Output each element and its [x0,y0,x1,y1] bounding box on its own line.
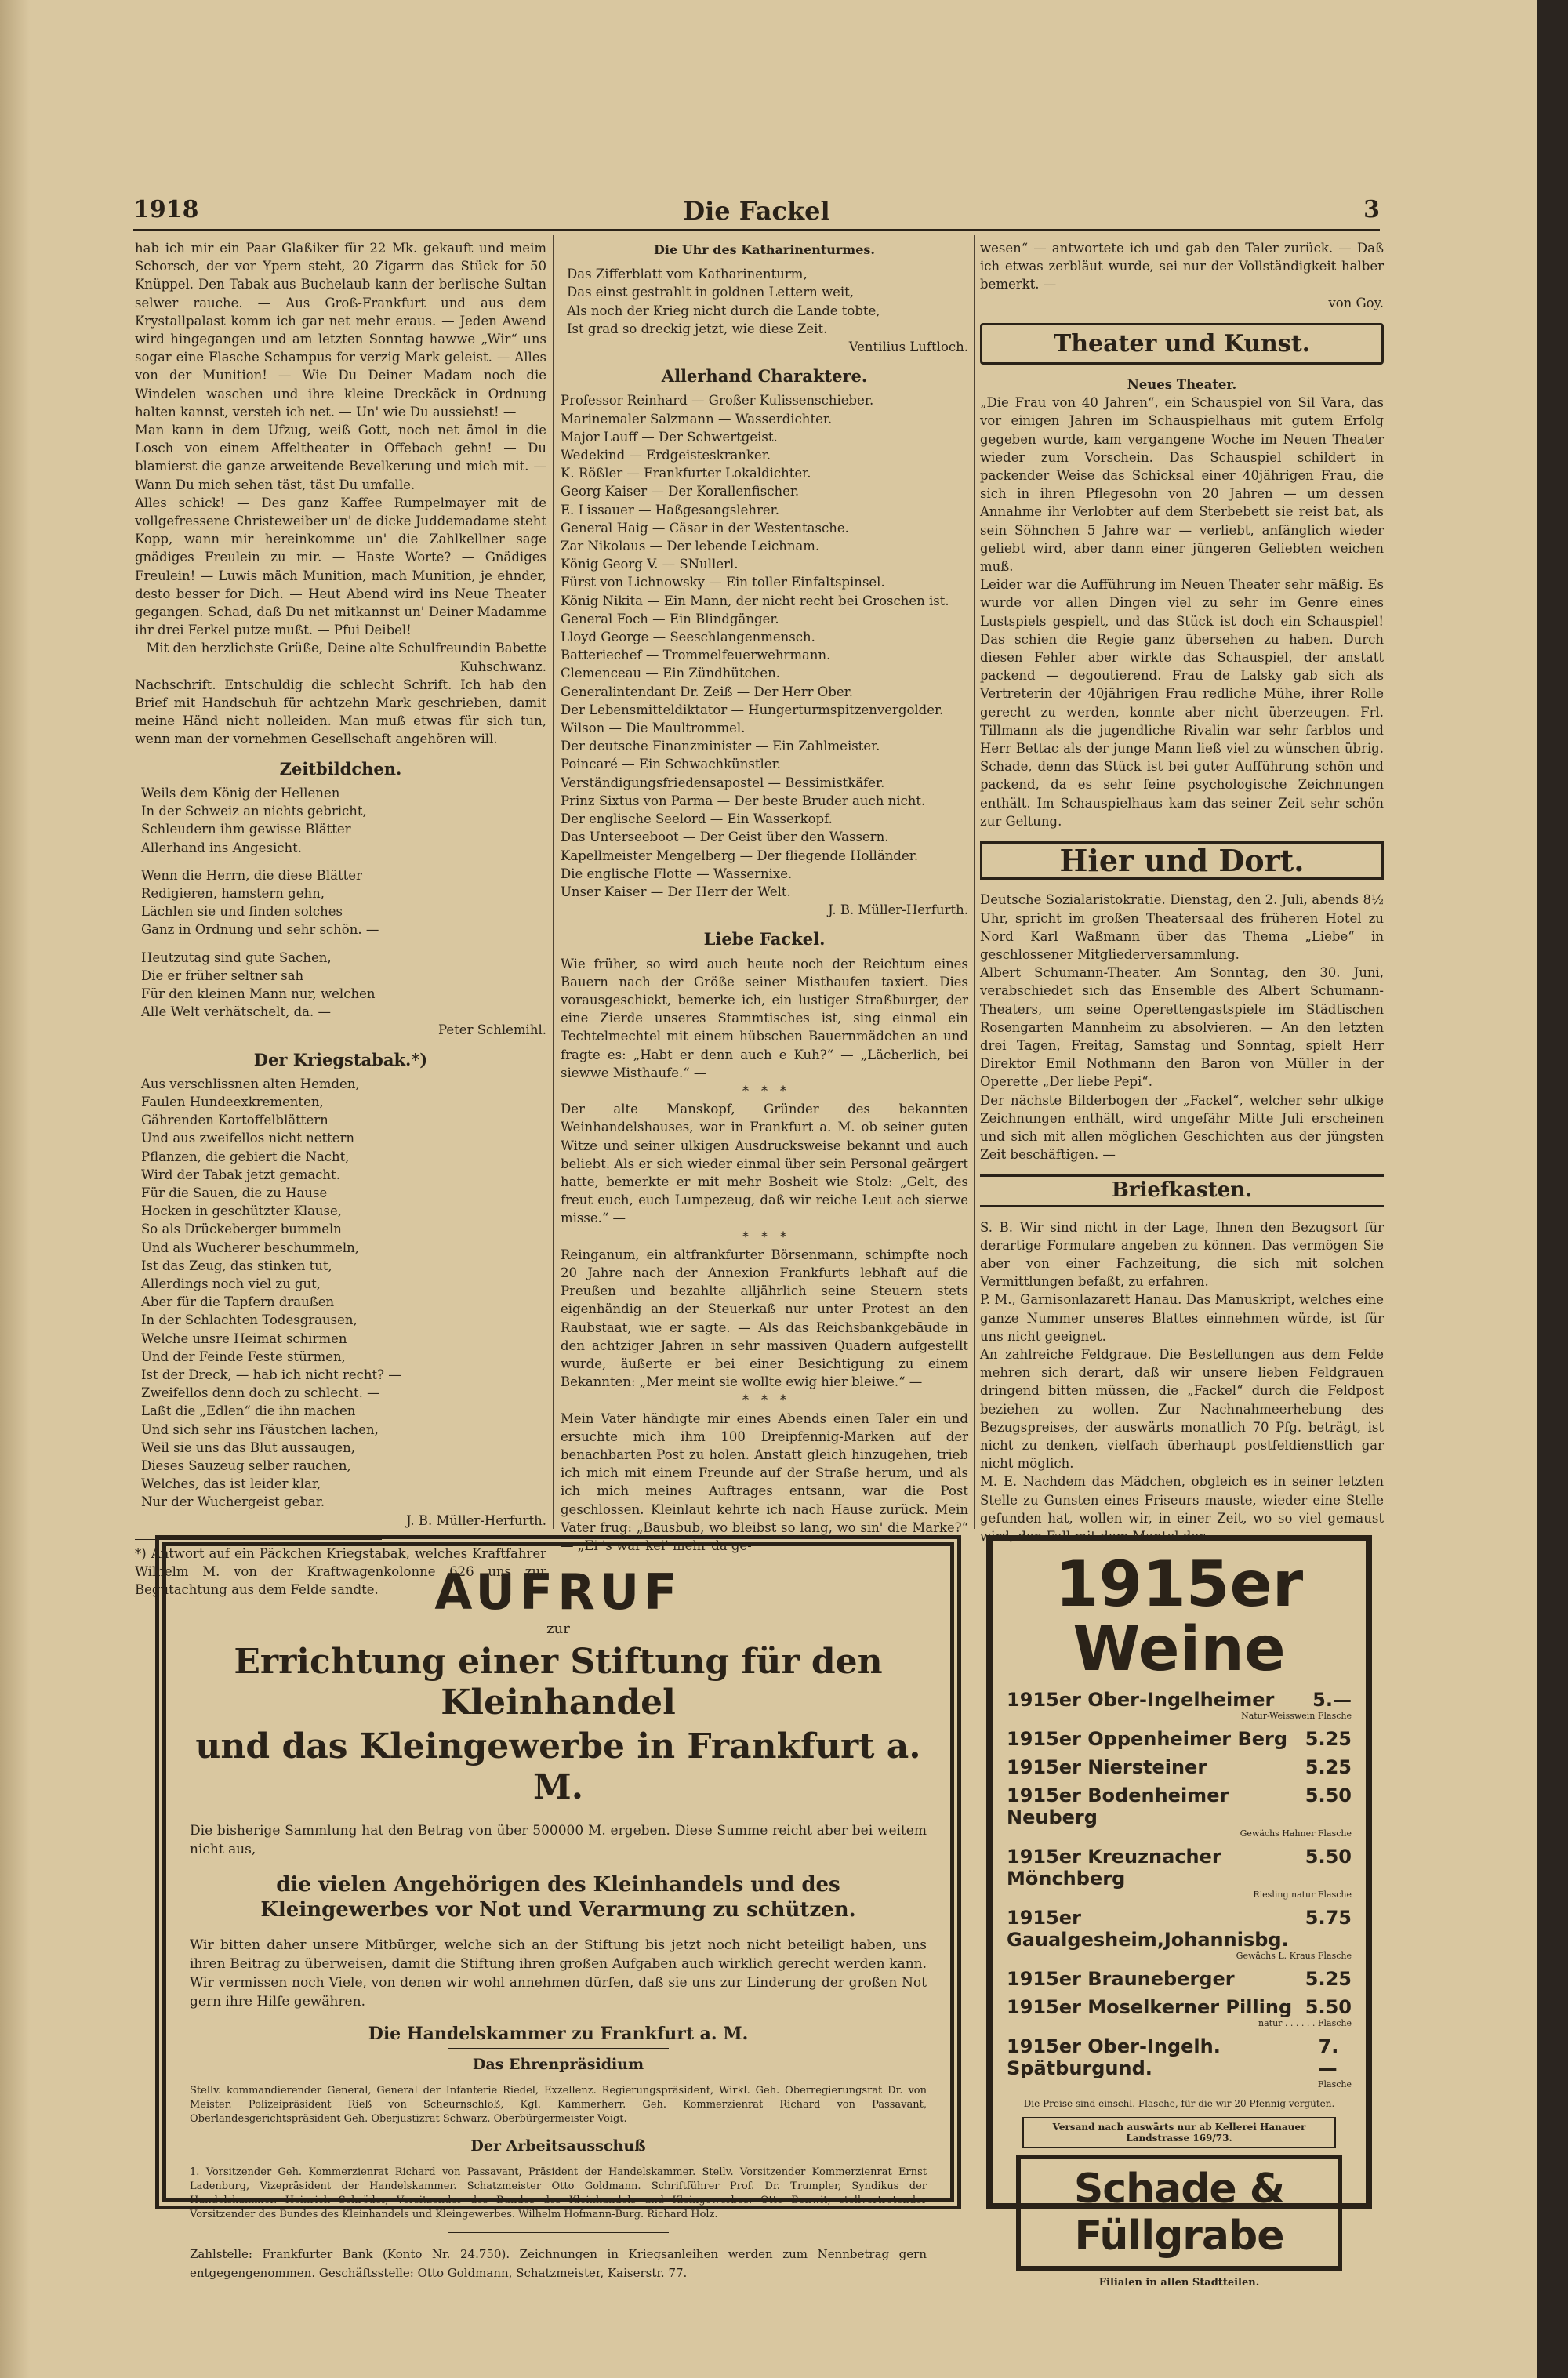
wine-item [1007,2035,1352,2090]
wine-note: Gewächs Hahner Flasche [1240,1828,1352,1839]
wine-price: 5.25 [1305,1728,1352,1750]
header-year: 1918 [133,196,199,223]
wine-firm-name: Schade & Füllgrabe [1016,2155,1342,2271]
aufruf-signature: Die Handelskammer zu Frankfurt a. M. [368,2024,749,2044]
wine-name: 1915er Ober-Ingelh. Spätburgund. [1007,2035,1221,2079]
poem-author: J. B. Müller-Herfurth. [406,1512,546,1528]
poem-stanza: Heutzutag sind gute Sachen, Die er früher seltner sah Für den kleinen Mann nur, welchen Alle Welt verhätschelt, da. — [141,949,376,1020]
page-gutter [0,0,30,2378]
wine-price: 5.25 [1305,1968,1352,1990]
brief-paragraph: P. M., Garnisonlazarett Hanau. Das Manuskript, welches eine ganze Nummer unseres Blattes einnehmen würde, ist für uns nicht geeignet. [980,1292,1384,1344]
wine-name: 1915er Oppenheimer Berg [1007,1728,1288,1750]
anecdote: Mein Vater händigte mir eines Abends einen Taler ein und ersuchte mich ihm 100 Dreipfennig-Marken auf der benachbarten Post zu holen. Anstatt gleich hinzugehen, trieb ich mich mit einem Freunde auf der Straße herum, und als ich mich meines Auftrages entsann, war die Post geschlossen. Kleinlaut kehrte ich nach Hause zurück. Mein Vater frug: „Bausbub, wo bleibst so lang, wo sin' die Marke?“ — „Ei 's war kei' mehr da ge- [561,1410,968,1554]
letter-signature: Mit den herzlichste Grüße, Deine alte Schulfreundin Babette Kuhschwanz. [146,641,546,674]
wine-item [1007,1728,1352,1750]
column-2 [561,239,968,1554]
brief-paragraph: An zahlreiche Feldgraue. Die Bestellungen aus dem Felde mehren sich derart, daß wir unsere lieben Feldgrauen dringend bitten müssen, die „Fackel“ durch die Feldpost beziehen zu wollen. Zur Nachnahmeerhebung des Bezugspreises, der auswärts monatlich 70 Pfg. beträgt, ist nicht zu denken, vielfach überhaupt postfeldienstlich gar nicht möglich. [980,1346,1384,1472]
wine-price: 7.— [1318,2035,1339,2079]
footnote: *) Antwort auf ein Päckchen Kriegstabak, welches Kraftfahrer Wilhelm M. von der Kraftwagenkolonne 626 uns zur Begutachtung aus dem Felde sandte. [135,1545,546,1598]
column-1 [135,239,546,1598]
neues-theater-subheading: Neues Theater. [1127,377,1237,393]
anecdote: Wie früher, so wird auch heute noch der Reichtum eines Bauern nach der Größe seiner Misthaufen taxiert. Dies vorausgeschickt, bemerke ich, ein lustiger Straßburger, der eine Zierde unseres Stammtisches ist, sing einmal ein Techtelmechtel mit einem hübschen Bauernmädchen an und fragte es: „Habt er denn auch e Kuh?“ — „Lächerlich, bei siewwe Misthaufe.“ — [561,956,968,1080]
wine-name: 1915er Brauneberger [1007,1968,1235,1990]
wine-name: 1915er Gaualgesheim,Johannisbg. [1007,1907,1289,1951]
letter-paragraph: hab ich mir ein Paar Glaßiker für 22 Mk. gekauft und meim Schorsch, der vor Ypern steht, 20 Zigarrn das Stück for 50 Knüppel. Den Tabak aus Buchelaub kann der berlische Sultan selwer rauche. — Aus Groß-Frankfurt und aus dem Krystallpalast komm ich gar net mehr eraus. — Jeden Awend wird hingegangen und am letzten Sonntag hawwe „Wir“ uns sogar eine Flasche Schampus for verzig Mark geleist. — Alles von der Munition! — Wie Du Deiner Madam noch die Windelen waschen und ihre kleine Dreckäck in Ordnung halten kannst, versteh ich net. — Un' wie Du aussiehst! — [135,241,546,419]
wine-price: 5.50 [1305,1846,1352,1868]
theater-paragraph: Leider war die Aufführung im Neuen Theater sehr mäßig. Es wurde vor allen Dingen viel zu sehr im Genre eines Lustspiels gespielt, und das Stück ist doch ein Schauspiel! Das schien die Regie ganz übersehen zu haben. Durch diesen Fehler aber wirkte das Schauspiel, der anstatt packend — degoutierend. Frau de Lalsky gab sich als Vertreterin der 40jährigen Frau redliche Mühe, ihrer Rolle gerecht zu werden, konnte aber nicht überzeugen. Frl. Tillmann als die jugendliche Rivalin war sehr farblos und Herr Bettac als der junge Mann ließ viel zu wünschen übrig. Schade, denn das Stück ist bei guter Aufführung schön und packend, da es sehr feine psychologische Zeichnungen enthält. Im Schauspielhaus kam das seiner Zeit sehr schön zur Geltung. [980,577,1384,829]
poem-stanza: Wenn die Herrn, die diese Blätter Redigieren, hamstern gehn, Lächlen sie und finden solches Ganz in Ordnung und sehr schön. — [141,867,379,938]
wine-versand-box: Versand nach auswärts nur ab Kellerei Hanauer Landstrasse 169/73. [1022,2117,1336,2148]
brief-paragraph: S. B. Wir sind nicht in der Lage, Ihnen den Bezugsort für derartige Formulare angeben zu können. Das vermögen Sie aber von einer Fachzeitung, die sich mit solchen Vermittlungen befaßt, zu erfahren. [980,1219,1384,1290]
wine-ad-footer: Filialen in allen Stadtteilen. [1098,2277,1260,2289]
wine-item [1007,1756,1352,1778]
wine-name: 1915er Moselkerner Pilling [1007,1996,1293,2018]
letter-postscript: Nachschrift. Entschuldig die schlecht Schrift. Ich hab den Brief mit Handschuh für achtzehn Mark geschrieben, damit meine Händ nicht nolleiden. Man muß etwas für sich tun, wenn man der vornehmen Gesellschaft angehören will. [135,677,546,747]
wine-ad-title: Weine [1073,1614,1286,1685]
brief-paragraph: M. E. Nachdem das Mädchen, obgleich es in seiner letzten Stelle zu Gunsten eines Friseurs mauste, wieder eine Stelle gefunden hat, wollen wir, in einer Zeit, wo so viel gemaust wird, den Fall mit dem Mantel der [980,1474,1384,1544]
wine-name: 1915er Ober-Ingelheimer [1007,1689,1275,1711]
wine-price: 5.25 [1305,1756,1352,1778]
hier-paragraph: Deutsche Sozialaristokratie. Dienstag, den 2. Juli, abends 8½ Uhr, spricht im großen Theatersaal des früheren Hotel zu Nord Karl Waßmann über das Thema „Liebe“ in geschlossener Mitgliederversammlung. [980,892,1384,962]
separator: * * * [742,1083,787,1098]
wine-item [1007,1846,1352,1901]
theater-paragraph: „Die Frau von 40 Jahren“, ein Schauspiel von Sil Vara, das vor einigen Jahren im Schauspielhaus mit gutem Erfolg gegeben wurde, kam vergangene Woche im Neuen Theater wieder zum Vorschein. Das Schauspiel schildert in packender Weise das Schicksal einer 40jährigen Frau, die sich in ihren Pflegesohn von 20 Jahren — um dessen Annahme ihr Verlobter auf dem Sterbebett sie reist bat, als sein Söhnchen 5 Jahre war — verliebt, anfänglich wieder geliebt wird, aber dann einer jüngeren Geliebten weichen muß. [980,395,1384,575]
wine-name: 1915er Kreuznacher Mönchberg [1007,1846,1221,1890]
wine-price: 5.50 [1305,1784,1352,1806]
wine-name: 1915er Niersteiner [1007,1756,1207,1778]
wine-note: Riesling natur Flasche [1253,1890,1352,1900]
header-title: Die Fackel [683,196,830,226]
ehrenpraesidium-heading: Das Ehrenpräsidium [472,2056,644,2073]
wine-price: 5.— [1312,1689,1352,1711]
column-divider [553,235,554,1529]
anecdote-end: wesen“ — antwortete ich und gab den Taler zurück. — Daß ich etwas zerbläut wurde, sei nur der Vollständigkeit halber bemerkt. — [980,241,1384,292]
allerhand-heading: Allerhand Charaktere. [661,366,868,387]
aufruf-heading-line-1: Errichtung einer Stiftung für den Kleinhandel [234,1642,883,1723]
poem-author: Peter Schlemihl. [438,1022,546,1038]
poem-author: Ventilius Luftloch. [848,339,968,355]
separator: * * * [742,1392,787,1408]
wine-item [1007,1689,1352,1722]
aufruf-emphasis: die vielen Angehörigen des Kleinhandels und des Kleingewerbes vor Not und Verarmung zu schützen. [260,1873,856,1922]
wine-list [1007,1689,1352,2090]
wine-item [1007,1968,1352,1990]
kriegstabak-poem: Aus verschlissnen alten Hemden, Faulen Hundeexkrementen, Gährenden Kartoffelblättern Und aus zweifellos nicht nettern Pflanzen, die gebiert die Nacht, Wird der Tabak jetzt gemacht. Für die Sauen, die zu Hause Hocken in geschützter Klause, So als Drückeberger bummeln Und als Wucherer beschummeln, Ist das Zeug, das stinken tut, Allerdings noch viel zu gut, Aber für die Tapfern draußen In der Schlachten Todesgrausen, Welche unsre Heimat schirmen Und der Feinde Feste stürmen, Ist der Dreck, — hab ich nicht recht? — Zweifellos denn doch zu schlecht. — Laßt die „Edlen“ die ihn machen Und sich sehr ins Fäustchen lachen, Weil sie uns das Blut aussaugen, Dieses Sauzeug selber rauchen, Welches, das ist leider klar, Nur der Wuchergeist gebar. [141,1076,401,1510]
hier-und-dort-heading-box: Hier und Dort. [980,841,1384,880]
ehrenpraesidium-text: Stellv. kommandierender General, General der Infanterie Riedel, Exzellenz. Regierungspräsident, Wirkl. Geh. Oberregierungsrat Dr. von Meister. Polizeipräsident Rieß von Scheurnschloß, Kgl. Kammerherr. Geh. Kommerzienrat Richard von Passavant, Oberlandesgerichtspräsident Geh. Oberjustizrat Schwarz. Oberbürgermeister Voigt. [190,2085,927,2125]
briefkasten-heading-box: Briefkasten. [980,1174,1384,1207]
allerhand-list: Professor Reinhard — Großer Kulissenschieber. Marinemaler Salzmann — Wasserdichter. Major Lauff — Der Schwertgeist. Wedekind — Erdgeisteskranker. K. Rößler — Frankfurter Lokaldichter. Georg Kaiser — Der Korallenfischer. E. Lissauer — Haßgesangslehrer. General Haig — Cäsar in der Westentasche. Zar Nikolaus — Der lebende Leichnam. König Georg V. — SNullerl. Fürst von Lichnowsky — Ein toller Einfaltspinsel. König Nikita — Ein Mann, der nicht recht bei Groschen ist. General Foch — Ein Blindgänger. Lloyd George — Seeschlangenmensch. Batteriechef — Trommelfeuerwehrmann. Clemenceau — Ein Zündhütchen. Generalintendant Dr. Zeiß — Der Herr Ober. Der Lebensmitteldiktator — Hungerturmspitzenvergolder. Wilson — Die Maultrommel. Der deutsche Finanzminister — Ein Zahlmeister. Poincaré — Ein Schwachkünstler. Verständigungsfriedensapostel — Bessimistkäfer. Prinz Sixtus von Parma — Der beste Bruder auch nicht. Der englische Seelord — Ein Wasserkopf. Das Unterseeboot — Der Geist über den Wassern. Kapellmeister Mengelberg — Der fliegende Holländer. Die englische Flotte — Wassernixe. Unser Kaiser — Der Herr der Welt. [561,393,949,899]
wine-advertisement [986,1535,1372,2289]
letter-paragraph: Alles schick! — Des ganz Kaffee Rumpelmayer mit de vollgefressene Christeweiber un' de dicke Juddemadame steht Kopp, wann mir hereinkomme un' die Zahlkellner sage gnädiges Freulein zu mir. — Haste Worte? — Gnädiges Freulein! — Luwis mäch Munition, mach Munition, je ehnder, desto besser for Dich. — Heut Abend wird ins Neue Theater gegangen. Schad, daß Du net mitkannst un' Deiner Madamme ihr drei Ferkel putze mußt. — Pfui Deibel! [135,495,546,638]
wine-price-note: Die Preise sind einschl. Flasche, für die wir 20 Pfennig vergüten. [1023,2098,1335,2109]
wine-ad-year: 1915er [1054,1548,1304,1621]
anecdote: Reinganum, ein altfrankfurter Börsenmann, schimpfte noch 20 Jahre nach der Annexion Frankfurts lebhaft auf die Preußen und bezahlte alljährlich seine Steuern stets eigenhändig an der Steuerkaß nur unter Protest an den Raubstaat, wie er sagte. — Als das Reichsbankgebäude in den achtziger Jahren in sehr massiven Quadern aufgestellt wurde, äußerte er bei einer Besichtigung zu einem Bekannten: „Mer meint sie wollte ewig hier bleiwe.“ — [561,1247,968,1390]
uhr-poem: Das Zifferblatt vom Katharinenturm, Das einst gestrahlt in goldnen Lettern weit, Als noch der Krieg nicht durch die Lande tobte, Ist grad so dreckig jetzt, wie diese Zeit. [567,267,880,336]
wine-item [1007,1784,1352,1839]
zeitbildchen-heading: Zeitbildchen. [279,758,402,779]
letter-paragraph: Man kann in dem Ufzug, weiß Gott, noch net ämol in die Losch von einem Affeltheater in Offebach gehn! — Du blamierst die ganze arweitende Bevelkerung und mich mit. — Wann Du mich sehen täst, täst Du umfalle. [135,423,546,492]
wine-note: Natur-Weisswein Flasche [1241,1711,1352,1721]
kriegstabak-heading: Der Kriegstabak.*) [253,1049,428,1069]
wine-note: Gewächs L. Kraus Flasche [1236,1951,1352,1961]
hier-paragraph: Albert Schumann-Theater. Am Sonntag, den 30. Juni, verabschiedet sich das Ensemble des Albert Schumann-Theaters, um seine Operettengastspiele im Städtischen Rosengarten Mannheim zu absolvieren. — An den letzten drei Tagen, Freitag, Samstag und Sonntag, spielt Herr Direktor Emil Nothmann den Baron von Müller in der Operette „Der liebe Pepi“. [980,965,1384,1090]
page-header [133,196,1380,227]
column-3 [980,239,1384,1544]
wine-note: Flasche [1317,2079,1352,2089]
arbeitsausschuss-heading: Der Arbeitsausschuß [470,2137,646,2155]
aufruf-paragraph: Die bisherige Sammlung hat den Betrag von über 500000 M. ergeben. Diese Summe reicht aber bei weitem nicht aus, [190,1823,927,1857]
uhr-heading: Die Uhr des Katharinenturmes. [654,242,875,257]
header-rule [133,229,1380,231]
book-edge [1537,0,1568,2378]
aufruf-heading-line-2: und das Kleingewerbe in Frankfurt a. M. [195,1726,921,1807]
wine-item [1007,1996,1352,2029]
anecdote: Der alte Manskopf, Gründer des bekannten Weinhandelshauses, war in Frankfurt a. M. ob seiner guten Witze und seiner ulkigen Ausdrucksweise bekannt und auch beliebt. Als er sich wieder einmal über sein Personal geärgert hatte, bemerkte er mit mehr Bosheit wie Stolz: „Gelt, des freut euch, euch Lumpezeug, daß wir reiche Leut ach sierwe misse.“ — [561,1102,968,1226]
separator: * * * [742,1229,787,1244]
aufruf-announcement [155,1535,961,2280]
arbeitsausschuss-text: 1. Vorsitzender Geh. Kommerzienrat Richard von Passavant, Präsident der Handelskammer. Stellv. Vorsitzender Kommerzienrat Ernst Ladenburg, Vizepräsident der Handelskammer. Schatzmeister Otto Goldmann. Schriftführer Prof. Dr. Trumpler, Syndikus der Handelskammer. Heinrich Schröder, Vorsitzender des Bundes des Kleinhandels und Kleingewerbes. Otto Bonwit, stellvertretender Vorsitzender des Bundes des Kleinhandels und Kleingewerbes. Wilhelm Hofmann-Burg. Richard Holz. [190,2166,927,2220]
wine-item [1007,1907,1352,1962]
column-divider [974,235,975,1529]
header-page-number: 3 [1363,196,1380,223]
poem-stanza: Weils dem König der Hellenen In der Schweiz an nichts gebricht, Schleudern ihm gewisse Blätter Allerhand ins Angesicht. [141,785,367,855]
theater-heading-box: Theater und Kunst. [980,323,1384,365]
zahlstelle-text: Zahlstelle: Frankfurter Bank (Konto Nr. 24.750). Zeichnungen in Kriegsanleihen werden zum Nennbetrag gern entgegengenommen. Geschäftsstelle: Otto Goldmann, Schatzmeister, Kaiserstr. 77. [190,2247,927,2280]
list-author: J. B. Müller-Herfurth. [828,902,968,918]
aufruf-zur: zur [546,1621,570,1637]
wine-note: natur . . . . . . Flasche [1258,2018,1352,2028]
wine-name: 1915er Bodenheimer Neuberg [1007,1784,1229,1828]
liebe-fackel-heading: Liebe Fackel. [703,929,826,949]
wine-price: 5.75 [1305,1907,1352,1929]
anecdote-author: von Goy. [1328,295,1384,310]
aufruf-paragraph: Wir bitten daher unsere Mitbürger, welche sich an der Stiftung bis jetzt noch nicht beteiligt haben, uns ihren Beitrag zu überweisen, damit die Stiftung ihren großen Aufgaben auch wirklich gerecht werden kann. Wir vermissen noch Viele, von denen wir wohl annehmen dürfen, daß sie uns zur Linderung der großen Not gern ihre Hilfe gewähren. [190,1937,927,2010]
hier-paragraph: Der nächste Bilderbogen der „Fackel“, welcher sehr ulkige Zeichnungen enthält, wird ungefähr Mitte Juli erscheinen und sich mit allen möglichen Geschichten aus der jüngsten Zeit beschäftigen. — [980,1092,1384,1163]
aufruf-title: AUFRUF [434,1563,682,1621]
wine-price: 5.50 [1305,1996,1352,2018]
